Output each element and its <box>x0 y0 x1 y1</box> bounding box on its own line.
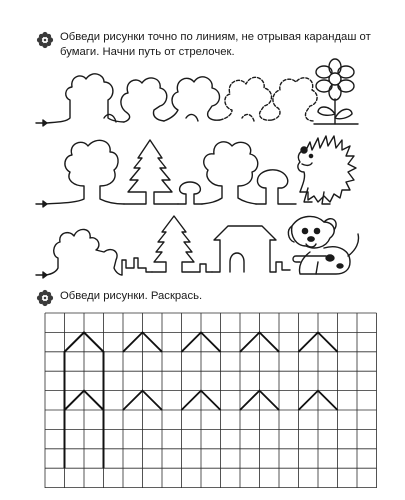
bush-leaf <box>242 114 254 121</box>
flower-picture <box>314 59 358 124</box>
bush-outline <box>272 78 317 121</box>
hedgehog-picture <box>298 136 356 204</box>
tree-outline <box>46 140 124 204</box>
tracing-row-2 <box>36 136 356 207</box>
tracing-row-3 <box>36 216 359 278</box>
bush-outline <box>46 229 122 275</box>
dog-picture <box>288 216 358 274</box>
fir-tree-outline <box>124 140 178 204</box>
dog-house-door <box>230 253 244 272</box>
tracing-row-1 <box>36 59 358 126</box>
bush-leaf <box>186 114 198 121</box>
task1-instruction: Обведи рисунки точно по линиям, не отрывая карандаш от бумаги. Начни путь от стрелочек. <box>60 31 371 58</box>
mushroom-outline <box>178 182 202 204</box>
mushroom-outline <box>256 170 296 204</box>
fence-outline <box>200 264 212 272</box>
fence-outline <box>276 262 290 272</box>
fence-outline <box>122 258 152 275</box>
tree-outline <box>202 142 258 204</box>
task2-instruction: Обведи рисунки. Раскрась. <box>60 290 203 302</box>
bush-outline <box>121 78 167 122</box>
fir-tree-outline <box>152 216 200 272</box>
bush-outline <box>220 77 272 120</box>
